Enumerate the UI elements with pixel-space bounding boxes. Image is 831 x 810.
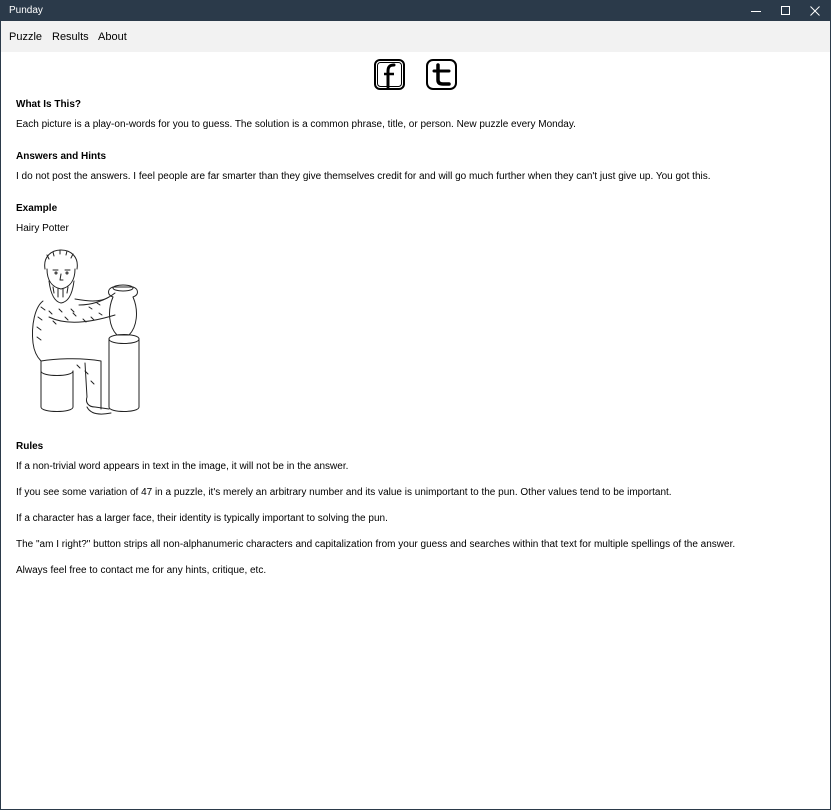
rule-item: The "am I right?" button strips all non-alphanumeric characters and capitalization from your guess and searches within that text for multiple spellings of the answer. (16, 539, 736, 550)
minimize-button[interactable] (741, 1, 771, 21)
answers-heading: Answers and Hints (16, 151, 107, 162)
close-icon (810, 6, 820, 16)
close-button[interactable] (800, 1, 830, 21)
rule-item: If a non-trivial word appears in text in the image, it will not be in the answer. (16, 461, 349, 472)
rule-item: If you see some variation of 47 in a puzzle, it's merely an arbitrary number and its value is unimportant to the pun. Other values tend to be important. (16, 487, 672, 498)
maximize-icon (781, 6, 791, 16)
twitter-icon[interactable] (425, 58, 458, 91)
minimize-icon (751, 6, 761, 16)
example-caption: Hairy Potter (16, 223, 69, 234)
about-content (1, 52, 830, 809)
title-bar[interactable] (1, 1, 830, 21)
menu-bar (1, 21, 830, 52)
what-text: Each picture is a play-on-words for you to guess. The solution is a common phrase, title, or person. New puzzle every Monday. (16, 119, 576, 130)
window-title: Punday (9, 5, 43, 16)
rule-item: If a character has a larger face, their identity is typically important to solving the pun. (16, 513, 388, 524)
rules-heading: Rules (16, 441, 44, 452)
answers-text: I do not post the answers. I feel people are far smarter than they give themselves credit for and will go much further when they can't just give up. You got this. (16, 171, 711, 182)
menu-about[interactable]: About (98, 31, 127, 43)
what-heading: What Is This? (16, 99, 81, 110)
rule-item: Always feel free to contact me for any hints, critique, etc. (16, 565, 267, 576)
example-illustration (29, 247, 157, 419)
example-heading: Example (16, 203, 58, 214)
facebook-icon[interactable] (373, 58, 406, 91)
menu-puzzle[interactable]: Puzzle (9, 31, 43, 43)
menu-results[interactable]: Results (52, 31, 89, 43)
maximize-button[interactable] (771, 1, 801, 21)
